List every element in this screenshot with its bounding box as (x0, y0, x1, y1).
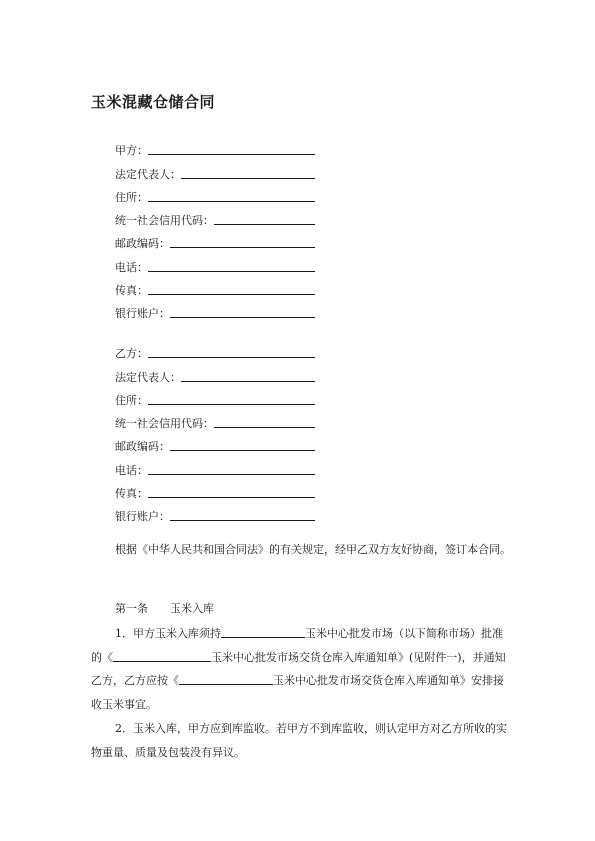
intro-paragraph: 根据《中华人民共和国合同法》的有关规定，经甲乙双方友好协商，签订本合同。 (115, 543, 511, 556)
clause-text: 玉米中心批发市场交货仓库入库通知单》安排接收玉米事宜。 (91, 674, 504, 711)
fill-in-blank (148, 392, 315, 405)
field-label: 电话： (115, 260, 148, 274)
party-a-name-field (115, 135, 315, 158)
party-b-bank-account-field (115, 501, 315, 524)
fill-in-blank (214, 415, 315, 428)
field-label: 银行账户： (115, 307, 170, 321)
fill-in-blank (148, 345, 315, 358)
field-label: 电话： (115, 463, 148, 477)
party-b-name-field (115, 338, 315, 361)
fill-in-blank (214, 212, 315, 225)
field-label: 甲方： (115, 144, 148, 158)
fill-in-blank (170, 305, 315, 318)
party-b-address-field (115, 385, 315, 408)
article-1-paragraph-1 (91, 622, 511, 716)
clause-text: 玉米中心批发市场交货仓库入库通知单》(见附件一)，并通知乙方，乙方应按《 (91, 650, 506, 687)
party-b-credit-code-field (115, 408, 315, 431)
party-a-phone-field (115, 251, 315, 274)
party-a-credit-code-field (115, 205, 315, 228)
fill-in-blank (148, 142, 315, 155)
fill-in-blank (181, 369, 315, 382)
field-label: 传真： (115, 487, 148, 501)
field-label: 住所： (115, 393, 148, 407)
field-label: 邮政编码： (115, 440, 170, 454)
fill-in-blank (181, 166, 315, 179)
clause-text: 1．甲方玉米入库须持 (115, 627, 221, 640)
fill-in-blank (170, 438, 315, 451)
fill-in-blank (148, 485, 315, 498)
field-label: 传真： (115, 284, 148, 298)
article-1-heading (115, 599, 214, 619)
field-label: 住所： (115, 190, 148, 204)
party-b-postcode-field (115, 431, 315, 454)
party-b-legal-rep-field (115, 361, 315, 384)
field-label: 统一社会信用代码： (115, 214, 214, 228)
party-a-block (115, 135, 315, 321)
field-label: 乙方： (115, 347, 148, 361)
fill-in-blank (148, 189, 315, 202)
party-a-fax-field (115, 275, 315, 298)
clause-text: 玉米中心批发市场（以下简称市场）批准的《 (91, 627, 503, 664)
party-b-fax-field (115, 478, 315, 501)
field-label: 邮政编码： (115, 237, 170, 251)
party-a-postcode-field (115, 228, 315, 251)
fill-in-blank (179, 672, 273, 685)
fill-in-blank (148, 259, 315, 272)
article-1-paragraph-2: 2．玉米入库，甲方应到库监收。若甲方不到库监收，则认定甲方对乙方所收的实物重量、质量及包装没有异议。 (91, 722, 507, 759)
party-b-phone-field (115, 454, 315, 477)
fill-in-blank (170, 508, 315, 521)
document-title: 玉米混藏仓储合同 (91, 93, 216, 111)
article-number: 第一条 (115, 602, 148, 615)
field-label: 统一社会信用代码： (115, 417, 214, 431)
fill-in-blank (148, 462, 315, 475)
party-a-address-field (115, 182, 315, 205)
party-a-bank-account-field (115, 298, 315, 321)
party-a-legal-rep-field (115, 158, 315, 181)
fill-in-blank (113, 649, 211, 662)
field-label: 法定代表人： (115, 370, 181, 384)
article-title: 玉米入库 (170, 602, 214, 615)
fill-in-blank (148, 282, 315, 295)
fill-in-blank (221, 625, 305, 638)
fill-in-blank (170, 235, 315, 248)
party-b-block (115, 338, 315, 524)
field-label: 银行账户： (115, 510, 170, 524)
field-label: 法定代表人： (115, 167, 181, 181)
